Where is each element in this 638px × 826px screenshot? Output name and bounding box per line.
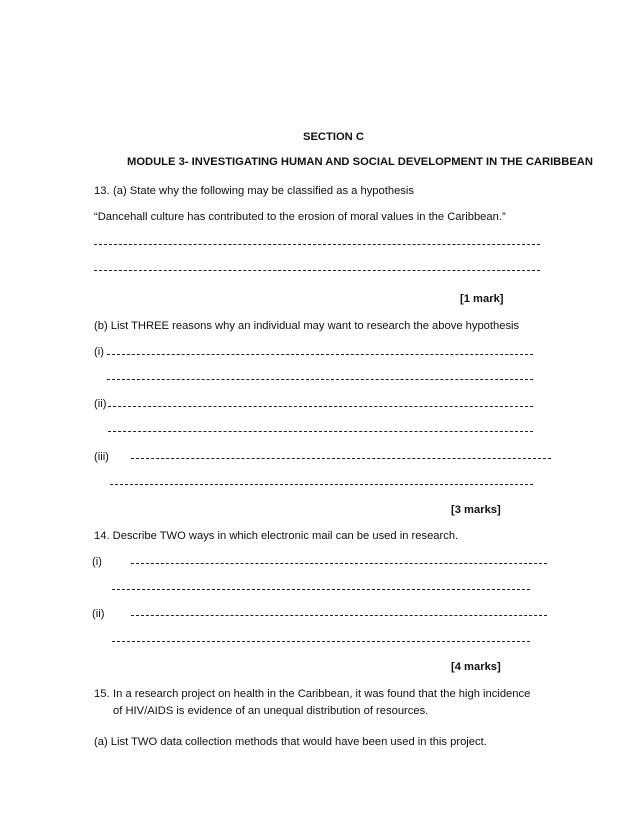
q15-part-a: (a) List TWO data collection methods that would have been used in this project.: [94, 736, 487, 748]
q15-text: In a research project on health in the Caribbean, it was found that the high incidence of HIV/AIDS is evidence of an unequal distribution of resources.: [113, 688, 531, 717]
q13b-marks: [3 marks]: [451, 504, 501, 516]
answer-line: [131, 615, 547, 617]
q14-text: 14. Describe TWO ways in which electronic mail can be used in research.: [94, 530, 459, 542]
answer-line: [107, 354, 533, 356]
answer-line: [108, 431, 533, 433]
q14-label-ii: (ii): [92, 608, 105, 620]
section-title: SECTION C: [303, 131, 364, 143]
answer-line: [112, 641, 530, 643]
q15-number: 15.: [94, 688, 110, 700]
q13b-label-ii: (ii): [94, 398, 107, 410]
q13a-marks: [1 mark]: [460, 293, 504, 305]
q13b-label-iii: (iii): [94, 451, 109, 463]
answer-line: [131, 563, 547, 565]
answer-line: [94, 244, 540, 246]
answer-line: [94, 270, 540, 272]
q14-marks: [4 marks]: [451, 661, 501, 673]
q13-number: 13.: [94, 185, 110, 197]
q13-part-a: (a) State why the following may be classified as a hypothesis: [113, 185, 414, 197]
q13-quote: “Dancehall culture has contributed to the erosion of moral values in the Caribbean.”: [94, 211, 506, 223]
answer-line: [110, 484, 533, 486]
q13-part-b: (b) List THREE reasons why an individual may want to research the above hypothesis: [94, 320, 520, 332]
q14-label-i: (i): [92, 556, 102, 568]
answer-line: [112, 589, 530, 591]
q13b-label-i: (i): [94, 346, 104, 358]
answer-line: [131, 458, 551, 460]
answer-line: [107, 379, 533, 381]
answer-line: [108, 406, 533, 408]
module-title: MODULE 3- INVESTIGATING HUMAN AND SOCIAL DEVELOPMENT IN THE CARIBBEAN: [127, 156, 593, 168]
